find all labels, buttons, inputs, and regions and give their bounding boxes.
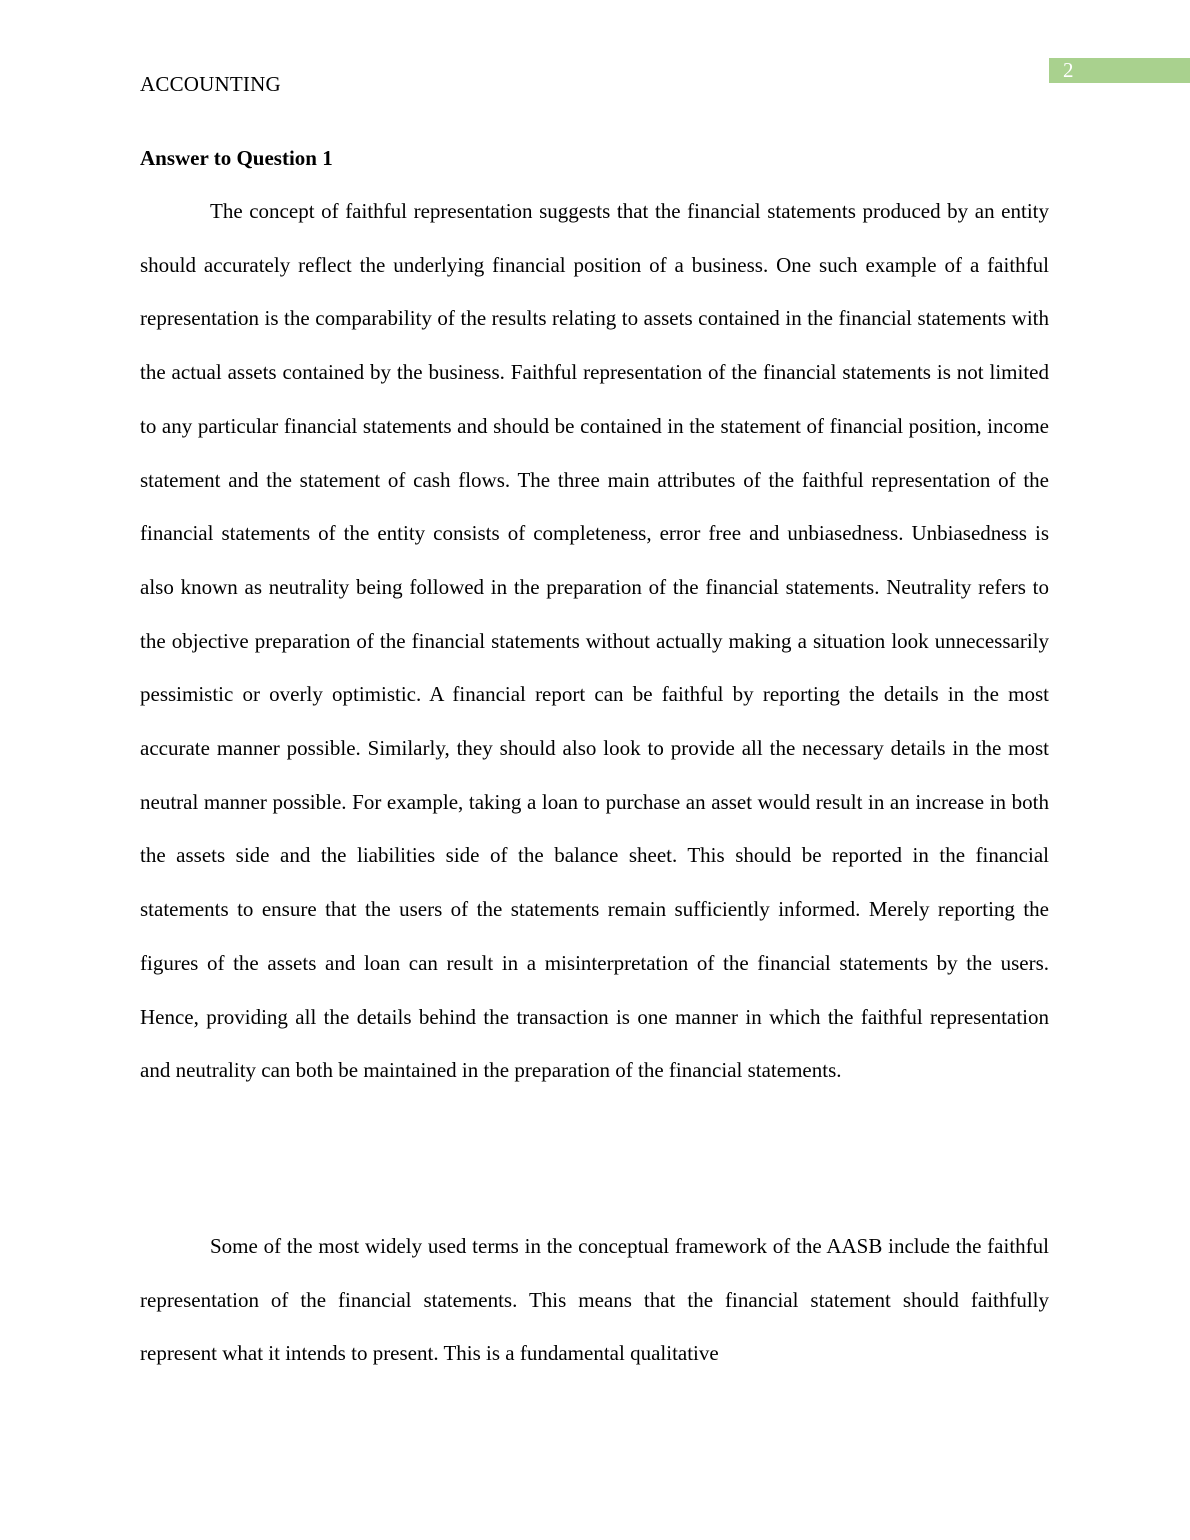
section-heading: Answer to Question 1 bbox=[140, 146, 333, 170]
running-head: ACCOUNTING bbox=[140, 72, 281, 96]
page-number: 2 bbox=[1063, 58, 1074, 82]
body-paragraph-1: The concept of faithful representation suggests that the financial statements produced by an entity should accurately reflect the underlying financial position of a business. One such example of a faithful representation is the comparability of the results relating to assets contained in the financial statements with the actual assets contained by the business. Faithful representation of the financial statements is not limited to any particular financial statements and should be contained in the statement of financial position, income statement and the statement of cash flows. The three main attributes of the faithful representation of the financial statements of the entity consists of completeness, error free and unbiasedness. Unbiasedness is also known as neutrality being followed in the preparation of the financial statements. Neutrality refers to the objective preparation of the financial statements without actually making a situation look unnecessarily pessimistic or overly optimistic. A financial report can be faithful by reporting the details in the most accurate manner possible. Similarly, they should also look to provide all the necessary details in the most neutral manner possible. For example, taking a loan to purchase an asset would result in an increase in both the assets side and the liabilities side of the balance sheet. This should be reported in the financial statements to ensure that the users of the statements remain sufficiently informed. Merely reporting the figures of the assets and loan can result in a misinterpretation of the financial statements by the users. Hence, providing all the details behind the transaction is one manner in which the faithful representation and neutrality can both be maintained in the preparation of the financial statements. bbox=[140, 199, 1049, 1083]
body-paragraph-2: Some of the most widely used terms in the conceptual framework of the AASB include the faithful representation of the financial statements. This means that the financial statement should faithfully represent what it intends to present. This is a fundamental qualitative bbox=[140, 1234, 1049, 1366]
page-number-band bbox=[1049, 58, 1190, 83]
